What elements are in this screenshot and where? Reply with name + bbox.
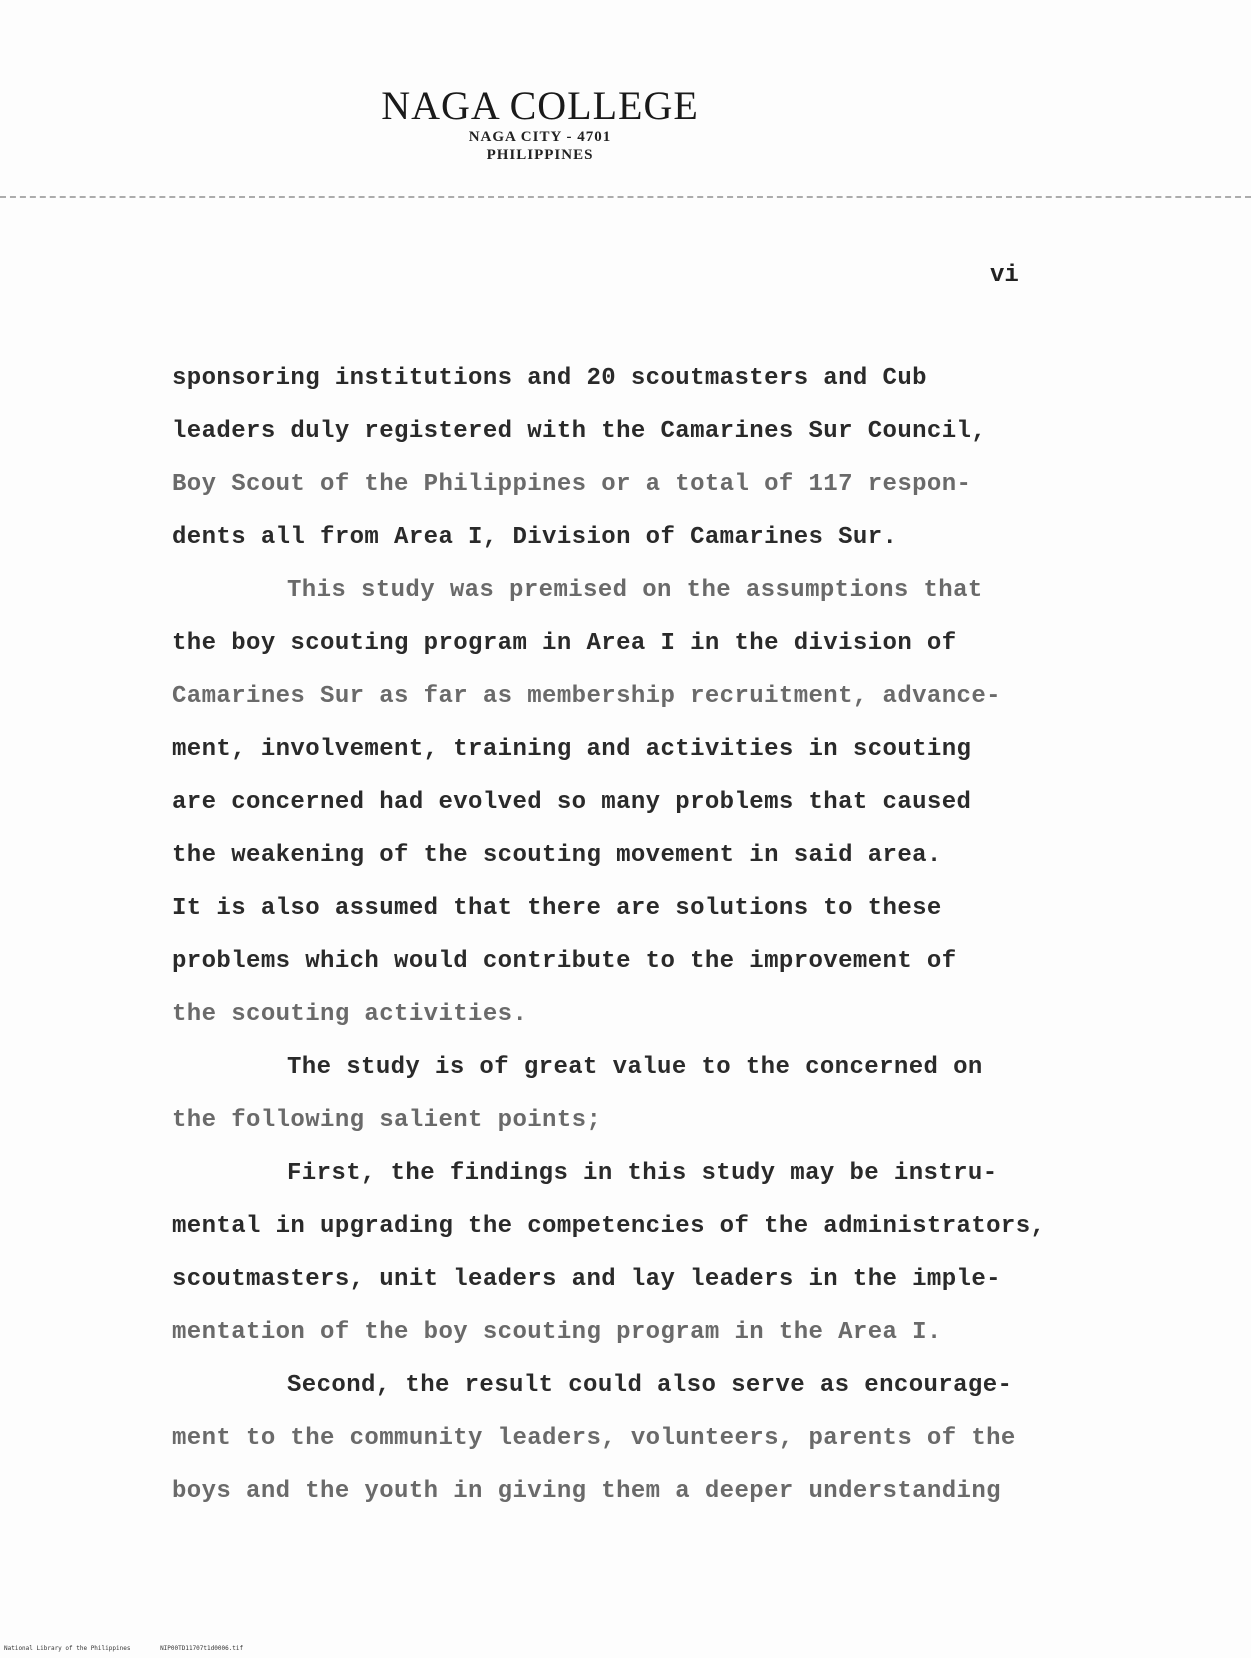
text-line: dents all from Area I, Division of Camarines Sur. xyxy=(172,524,898,551)
footer-file-id: NIP00TD11707t1d0006.tif xyxy=(160,1645,244,1652)
paragraph-start-line: The study is of great value to the concerned on xyxy=(287,1054,983,1081)
text-line: ment, involvement, training and activities in scouting xyxy=(172,736,972,763)
text-line: the boy scouting program in Area I in the division of xyxy=(172,630,957,657)
footer-source: National Library of the Philippines xyxy=(4,1645,131,1652)
text-line: the scouting activities. xyxy=(172,1001,528,1028)
paragraph-start-line: First, the findings in this study may be instru- xyxy=(287,1160,998,1187)
paragraph-start-line: Second, the result could also serve as encourage- xyxy=(287,1372,1013,1399)
text-line: the following salient points; xyxy=(172,1107,602,1134)
institution-city: NAGA CITY - 4701 xyxy=(468,129,612,145)
text-line: scoutmasters, unit leaders and lay leaders in the imple- xyxy=(172,1266,1001,1293)
text-line: mentation of the boy scouting program in the Area I. xyxy=(172,1319,942,1346)
scan-footer xyxy=(4,1645,269,1652)
text-line: the weakening of the scouting movement in said area. xyxy=(172,842,942,869)
letterhead xyxy=(330,84,750,164)
text-line: are concerned had evolved so many problems that caused xyxy=(172,789,972,816)
text-line: mental in upgrading the competencies of the administrators, xyxy=(172,1213,1046,1240)
text-line: problems which would contribute to the improvement of xyxy=(172,948,957,975)
text-line: sponsoring institutions and 20 scoutmasters and Cub xyxy=(172,365,927,392)
page-number: vi xyxy=(990,262,1019,289)
institution-country: PHILIPPINES xyxy=(486,147,594,163)
text-line: Boy Scout of the Philippines or a total of 117 respon- xyxy=(172,471,972,498)
text-line: leaders duly registered with the Camarines Sur Council, xyxy=(172,418,987,445)
letterhead-divider xyxy=(0,196,1251,198)
paragraph-start-line: This study was premised on the assumptions that xyxy=(287,577,983,604)
text-line: ment to the community leaders, volunteers, parents of the xyxy=(172,1425,1016,1452)
text-line: It is also assumed that there are solutions to these xyxy=(172,895,942,922)
text-line: boys and the youth in giving them a deeper understanding xyxy=(172,1478,1001,1505)
institution-name: NAGA COLLEGE xyxy=(381,83,699,128)
text-line: Camarines Sur as far as membership recruitment, advance- xyxy=(172,683,1001,710)
body-text xyxy=(172,352,1102,1518)
